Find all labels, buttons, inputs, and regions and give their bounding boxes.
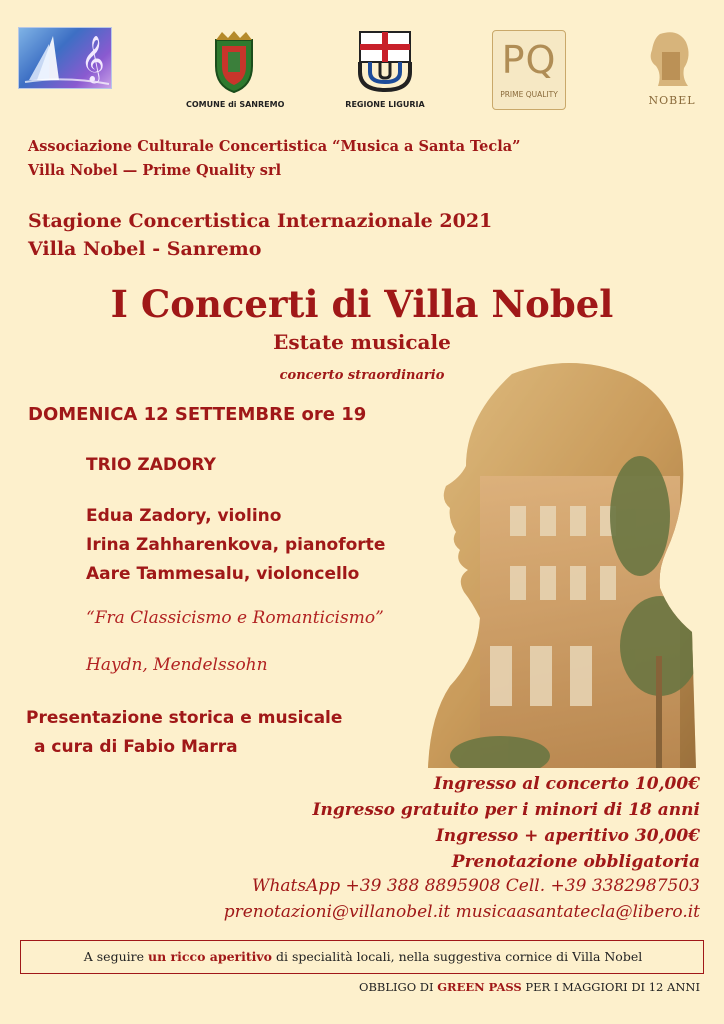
green-pass-notice xyxy=(359,980,700,994)
event-date: DOMENICA 12 SETTEMBRE ore 19 xyxy=(28,404,367,425)
regione-liguria-logo xyxy=(345,28,425,110)
aperitivo-text-pre: A seguire xyxy=(83,949,148,964)
composers: Haydn, Mendelssohn xyxy=(86,655,268,675)
portrait-villa-illustration xyxy=(420,356,710,768)
aperitivo-text-post: di specialità locali, nella suggestiva cornice di Villa Nobel xyxy=(272,949,643,964)
pq-letters: PQ xyxy=(501,38,557,82)
concert-note: concerto straordinario xyxy=(279,368,445,383)
main-title: I Concerti di Villa Nobel xyxy=(110,282,614,326)
greenpass-text-pre: OBBLIGO DI xyxy=(359,980,438,994)
season-title: Stagione Concertistica Internazionale 2021 xyxy=(28,210,493,232)
association-name: Associazione Culturale Concertistica “Musica a Santa Tecla” xyxy=(28,138,521,155)
sanremo-caption: COMUNE di SANREMO xyxy=(186,100,285,109)
liguria-caption: REGIONE LIGURIA xyxy=(345,100,425,109)
booking-required: Prenotazione obbligatoria xyxy=(451,852,700,872)
pq-caption: PRIME QUALITY xyxy=(500,90,558,99)
greenpass-text-bold: GREEN PASS xyxy=(437,980,522,994)
villa-nobel-logo xyxy=(638,26,702,112)
performer-item: Aare Tammesalu, violoncello xyxy=(86,564,360,584)
comune-sanremo-logo xyxy=(186,30,285,110)
phone-contacts: WhatsApp +39 388 8895908 Cell. +39 3382987503 xyxy=(252,876,700,896)
subtitle: Estate musicale xyxy=(273,330,451,354)
program-title: “Fra Classicismo e Romanticismo” xyxy=(86,608,384,628)
music-festival-logo xyxy=(18,27,112,89)
performer-item: Edua Zadory, violino xyxy=(86,506,282,526)
email-contacts: prenotazioni@villanobel.it musicaasantatecla@libero.it xyxy=(223,902,700,922)
performer-item: Irina Zahharenkova, pianoforte xyxy=(86,535,386,555)
aperitivo-text-bold: un ricco aperitivo xyxy=(147,949,273,964)
presentation-line: Presentazione storica e musicale xyxy=(26,708,343,728)
greenpass-text-post: PER I MAGGIORI DI 12 ANNI xyxy=(521,980,700,994)
svg-text:𝄞: 𝄞 xyxy=(81,36,105,82)
partners-line: Villa Nobel — Prime Quality srl xyxy=(28,162,282,179)
venue-line: Villa Nobel - Sanremo xyxy=(28,238,262,260)
nobel-letters: NOBEL xyxy=(648,94,696,107)
ticket-aperitivo-price: Ingresso + aperitivo 30,00€ xyxy=(435,826,700,846)
presentation-curator: a cura di Fabio Marra xyxy=(34,737,238,757)
aperitivo-notice-box xyxy=(20,940,704,974)
ensemble-name: TRIO ZADORY xyxy=(86,455,216,475)
ticket-concert-price: Ingresso al concerto 10,00€ xyxy=(433,774,700,794)
prime-quality-logo xyxy=(492,30,566,110)
aperitivo-notice xyxy=(21,949,705,964)
ticket-minors-free: Ingresso gratuito per i minori di 18 anni xyxy=(312,800,700,820)
